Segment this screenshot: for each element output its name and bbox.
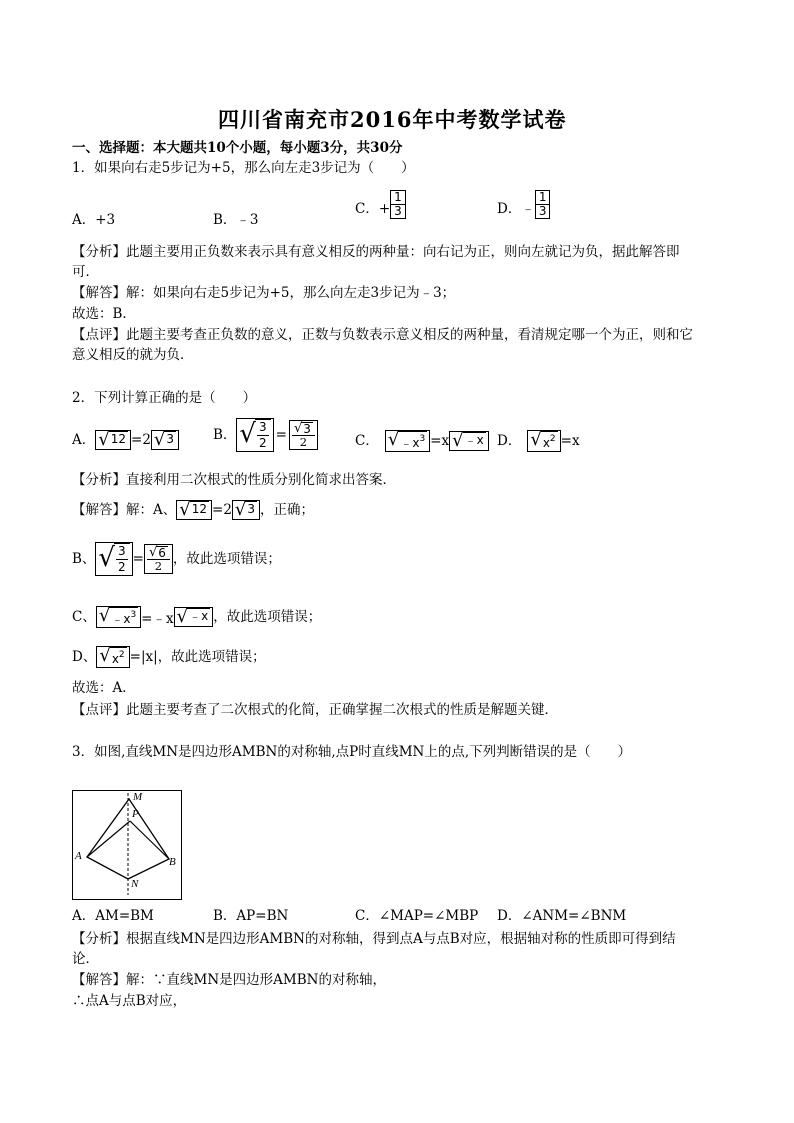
radicand: 12 (109, 431, 128, 449)
label-a: A (75, 850, 82, 862)
sqrt-neg-x-cubed-box (96, 606, 141, 628)
sqrt-neg-x-cubed-box (385, 430, 430, 452)
q3-solution-line2: ∴点A与点B对应， (72, 993, 187, 1009)
q1-option-d-label: D．﹣ (497, 201, 535, 217)
radical-icon: √ (179, 499, 191, 520)
label-b: B (169, 856, 176, 868)
q2-analysis: 【分析】直接利用二次根式的性质分别化简求出答案． (72, 472, 396, 488)
q3-option-c: C．∠MAP=∠MBP (355, 908, 479, 924)
q2-option-a-label: A． (72, 432, 96, 448)
q2-solution-b-verdict: ，故此选项错误； (172, 551, 281, 567)
equals-abs-x: =|x| (129, 649, 158, 665)
q2-option-c (355, 430, 489, 452)
numerator: 3 (259, 420, 267, 434)
radical-icon: √ (98, 429, 110, 450)
exponent: 2 (549, 434, 556, 444)
q3-stem: 3．如图,直线MN是四边形AMBN的对称轴,点P时直线MN上的点,下列判断错误的是（ ） (72, 744, 632, 760)
fraction-numerator: 1 (535, 190, 551, 205)
radicand: ﹣x (400, 436, 420, 450)
equals-neg-x: =﹣x (141, 611, 174, 627)
segment-pb (130, 821, 169, 859)
q3-solution-line1: 【解答】解：∵直线MN是四边形AMBN的对称轴， (72, 972, 386, 988)
radicand: 3 (303, 421, 311, 436)
sqrt-12-box (95, 430, 131, 450)
sqrt-12-box (176, 500, 212, 520)
q2-solution-d-verdict: ，故此选项错误； (157, 649, 266, 665)
q3-option-d: D．∠ANM=∠BNM (497, 908, 627, 924)
radical-icon: √ (387, 429, 400, 450)
root6-over-2-box (144, 544, 173, 574)
q2-solution-c-verdict: ，故此选项错误； (213, 609, 322, 625)
root3-over-2-box (289, 420, 318, 450)
q1-solution: 【解答】解：如果向右走5步记为+5，那么向左走3步记为﹣3； (72, 285, 456, 301)
label-n: N (131, 878, 139, 890)
q3-figure (72, 790, 182, 900)
q2-option-a (72, 430, 179, 450)
denominator: 2 (118, 560, 126, 574)
q2-comment: 【点评】此题主要考查了二次根式的化简，正确掌握二次根式的性质是解题关键． (72, 702, 558, 718)
denominator: 2 (154, 558, 163, 573)
sqrt-x-squared-box (96, 646, 129, 668)
q2-option-d-label: D． (497, 433, 522, 449)
radicand: ﹣x (187, 608, 210, 626)
sqrt-3-box (232, 500, 260, 520)
equals-x: =x (560, 433, 580, 449)
q1-comment-line1: 【点评】此题主要考查正负数的意义，正数与负数表示意义相反的两种量，看清规定哪一个为正，则和它 (72, 327, 693, 343)
equals-2: =2 (131, 432, 151, 448)
radical-icon: √ (530, 429, 542, 450)
radical-icon: √ (153, 429, 166, 450)
q2-solution-b-label: B、 (72, 551, 96, 567)
q3-option-b: B．AP=BN (213, 908, 289, 924)
equals: = (275, 427, 287, 443)
radicand: ﹣x (463, 432, 486, 450)
radical-icon: √ (98, 543, 115, 573)
radical-icon: √ (98, 605, 111, 626)
radical-icon: √ (234, 499, 247, 520)
exponent: 3 (419, 434, 426, 444)
sqrt-3-box (151, 430, 179, 450)
q2-solution-b (72, 542, 281, 576)
denominator: 2 (259, 436, 267, 450)
q1-option-d (497, 190, 550, 219)
q1-option-c (355, 190, 406, 219)
fraction-denominator: 3 (390, 205, 406, 219)
radical-icon: √ (239, 419, 256, 449)
radical-icon: √ (293, 420, 303, 436)
denominator: 2 (299, 434, 308, 449)
radicand: ﹣x (111, 612, 131, 626)
radicand: 12 (190, 501, 209, 519)
q1-option-c-fraction (390, 190, 406, 219)
equals: = (132, 551, 144, 567)
radicand: 3 (164, 431, 176, 449)
q1-stem: 1．如果向右走5步记为+5，那么向左走3步记为（ ） (72, 160, 415, 176)
q3-analysis-line2: 论． (72, 951, 99, 967)
radicand: x (111, 652, 119, 666)
fraction-denominator: 3 (535, 205, 551, 219)
exponent: 3 (130, 610, 137, 620)
sqrt-neg-x-box (449, 431, 489, 451)
q2-solution-c (72, 606, 321, 628)
radicand: 6 (158, 545, 166, 560)
q2-solution-a-label: 【解答】解：A、 (72, 502, 177, 518)
radicand: x (542, 436, 550, 450)
q1-option-d-fraction (535, 190, 551, 219)
q2-option-d (497, 430, 580, 452)
q1-option-c-label: C．+ (355, 201, 391, 217)
label-m: M (133, 791, 143, 803)
exponent: 2 (118, 650, 125, 660)
q1-choice: 故选：B． (72, 306, 136, 322)
radicand: 3 (245, 501, 257, 519)
q3-option-a: A．AM=BM (72, 908, 154, 924)
fraction-numerator: 1 (390, 190, 406, 205)
q2-option-b-label: B． (213, 427, 237, 443)
q1-option-a: A．+3 (72, 212, 116, 228)
radical-icon: √ (452, 430, 464, 451)
q3-analysis-line1: 【分析】根据直线MN是四边形AMBN的对称轴，得到点A与点B对应，根据轴对称的性质即可得到结 (72, 931, 676, 947)
radical-icon: √ (99, 645, 111, 666)
equals-x: =x (430, 433, 450, 449)
quadrilateral-diagram (73, 791, 181, 899)
q2-solution-d (72, 646, 266, 668)
sqrt-3-over-2-box (236, 418, 273, 452)
sqrt-3-over-2-box (95, 542, 132, 576)
q1-comment-line2: 意义相反的就为负． (72, 347, 194, 363)
q1-analysis-line2: 可． (72, 264, 99, 280)
q2-option-b (213, 418, 318, 452)
q2-choice: 故选：A． (72, 680, 136, 696)
q2-solution-a (72, 500, 314, 520)
q2-option-c-label: C． (355, 433, 379, 449)
page-title: 四川省南充市2016年中考数学试卷 (218, 107, 567, 132)
sqrt-neg-x-box (174, 607, 214, 627)
radical-icon: √ (148, 544, 158, 560)
section-heading: 一、选择题：本大题共10个小题，每小题3分，共30分 (72, 140, 403, 156)
sqrt-x-squared-box (527, 430, 560, 452)
q2-solution-a-verdict: ，正确； (260, 502, 315, 518)
radical-icon: √ (176, 606, 189, 627)
q2-stem: 2．下列计算正确的是（ ） (72, 390, 257, 406)
q1-option-b: B．﹣3 (213, 212, 259, 228)
label-p: P (132, 808, 139, 820)
equals-2: =2 (212, 502, 232, 518)
q1-analysis-line1: 【分析】此题主要用正负数来表示具有意义相反的两种量：向右记为正，则向左就记为负，据此解答即 (72, 244, 680, 260)
q2-solution-c-label: C、 (72, 609, 96, 625)
q2-solution-d-label: D、 (72, 649, 97, 665)
numerator: 3 (118, 544, 126, 558)
